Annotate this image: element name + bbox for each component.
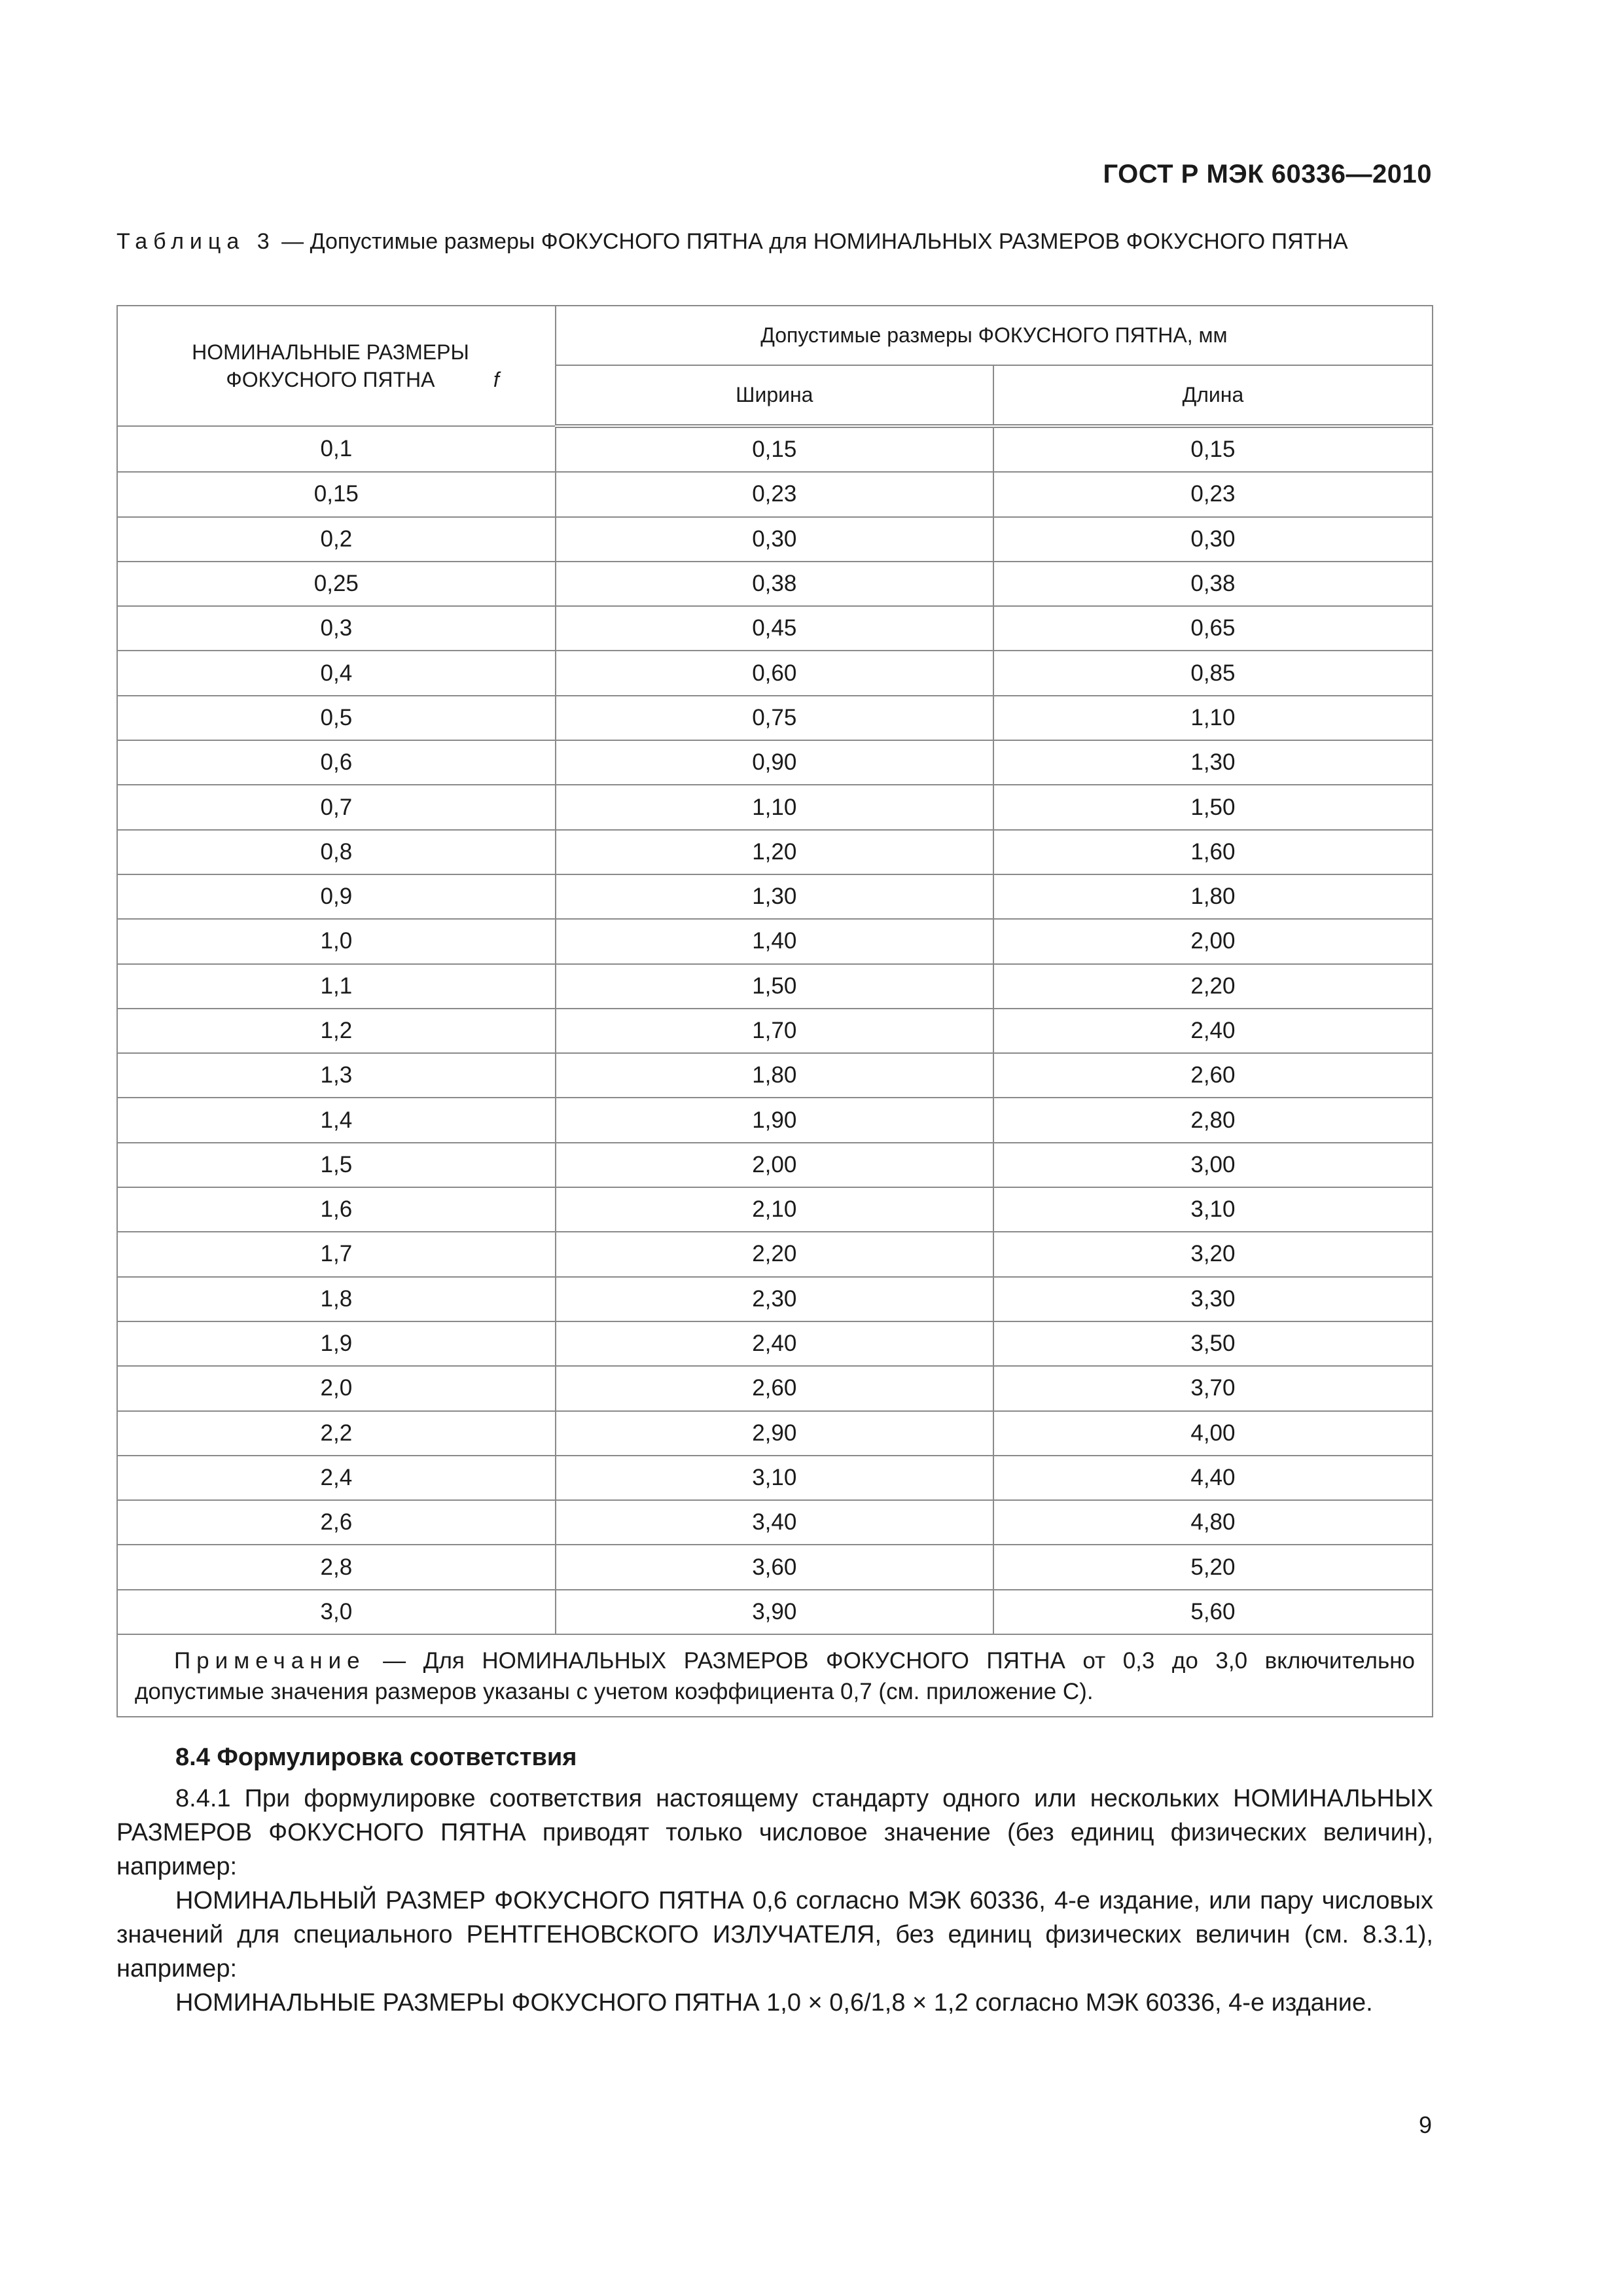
- nominal-size-cell: 0,2: [117, 517, 556, 562]
- paragraph-text: НОМИНАЛЬНЫЙ РАЗМЕР ФОКУСНОГО ПЯТНА 0,6 согласно МЭК 60336, 4-е издание, или пару числовых значений для специального РЕНТГЕНОВСКОГО ИЗЛУЧАТЕЛЯ, без единиц физических величин (см. 8.3.1), например:: [116, 1887, 1433, 1982]
- length-cell: 2,20: [993, 964, 1433, 1009]
- width-cell: 0,45: [556, 606, 993, 651]
- width-cell: 1,10: [556, 785, 993, 829]
- table-note-row: [117, 1634, 1433, 1717]
- length-cell: 3,50: [993, 1321, 1433, 1366]
- paragraph-text: НОМИНАЛЬНЫЕ РАЗМЕРЫ ФОКУСНОГО ПЯТНА 1,0 × 0,6/1,8 × 1,2 согласно МЭК 60336, 4-е издание.: [175, 1989, 1373, 2017]
- length-cell: 2,60: [993, 1053, 1433, 1098]
- nominal-size-cell: 2,4: [117, 1456, 556, 1500]
- paragraph-example-1: [116, 1884, 1433, 1986]
- width-cell: 1,90: [556, 1098, 993, 1142]
- width-cell: 1,80: [556, 1053, 993, 1098]
- width-cell: 1,40: [556, 919, 993, 963]
- table-row: [117, 1411, 1433, 1456]
- permissible-size-header: Допустимые размеры ФОКУСНОГО ПЯТНА, мм: [556, 306, 1433, 365]
- nominal-size-symbol: f: [493, 368, 499, 391]
- width-cell: 0,75: [556, 696, 993, 740]
- nominal-size-cell: 1,0: [117, 919, 556, 963]
- width-cell: 2,40: [556, 1321, 993, 1366]
- width-cell: 0,30: [556, 517, 993, 562]
- length-cell: 0,38: [993, 562, 1433, 606]
- width-cell: 2,90: [556, 1411, 993, 1456]
- table-row: [117, 1456, 1433, 1500]
- width-cell: 2,30: [556, 1277, 993, 1321]
- nominal-size-cell: 1,8: [117, 1277, 556, 1321]
- length-cell: 3,20: [993, 1232, 1433, 1276]
- table-caption-label: Таблица 3: [116, 229, 276, 254]
- width-cell: 2,00: [556, 1143, 993, 1187]
- nominal-size-header: [117, 306, 556, 426]
- table-row: [117, 1053, 1433, 1098]
- paragraph-8-4-1: [116, 1782, 1433, 1884]
- length-cell: 0,65: [993, 606, 1433, 651]
- length-cell: 1,30: [993, 740, 1433, 785]
- nominal-size-header-text: НОМИНАЛЬНЫЕ РАЗМЕРЫ ФОКУСНОГО ПЯТНА: [192, 340, 469, 391]
- table-row: [117, 1321, 1433, 1366]
- nominal-size-cell: 2,2: [117, 1411, 556, 1456]
- length-cell: 2,00: [993, 919, 1433, 963]
- table-row: [117, 785, 1433, 829]
- paragraph-example-2: [116, 1986, 1433, 2020]
- note-body: Для НОМИНАЛЬНЫХ РАЗМЕРОВ ФОКУСНОГО ПЯТНА от 0,3 до 3,0 включительно допустимые значения размеров указаны с учетом коэффициента 0,7 (см. приложение С).: [135, 1648, 1415, 1705]
- nominal-size-cell: 0,15: [117, 472, 556, 516]
- nominal-size-cell: 0,25: [117, 562, 556, 606]
- table-row: [117, 472, 1433, 516]
- width-cell: 1,50: [556, 964, 993, 1009]
- table-row: [117, 1500, 1433, 1545]
- width-cell: 2,60: [556, 1366, 993, 1410]
- length-cell: 3,10: [993, 1187, 1433, 1232]
- length-cell: 4,00: [993, 1411, 1433, 1456]
- standard-header: ГОСТ Р МЭК 60336—2010: [1103, 160, 1432, 188]
- width-cell: 0,15: [556, 426, 993, 472]
- length-cell: 1,10: [993, 696, 1433, 740]
- nominal-size-cell: 3,0: [117, 1590, 556, 1634]
- table-row: [117, 1545, 1433, 1589]
- width-header: Ширина: [556, 365, 993, 426]
- paragraph-text: 8.4.1 При формулировке соответствия настоящему стандарту одного или нескольких НОМИНАЛЬНЫХ РАЗМЕРОВ ФОКУСНОГО ПЯТНА приводят только числовое значение (без единиц физических величин), например:: [116, 1785, 1433, 1880]
- table-row: [117, 651, 1433, 695]
- table-row: [117, 830, 1433, 874]
- table-note-text: [135, 1645, 1415, 1707]
- width-cell: 0,90: [556, 740, 993, 785]
- length-cell: 1,60: [993, 830, 1433, 874]
- nominal-size-cell: 1,7: [117, 1232, 556, 1276]
- length-cell: 5,60: [993, 1590, 1433, 1634]
- nominal-size-cell: 1,9: [117, 1321, 556, 1366]
- width-cell: 1,20: [556, 830, 993, 874]
- nominal-size-cell: 0,8: [117, 830, 556, 874]
- length-cell: 4,40: [993, 1456, 1433, 1500]
- table-row: [117, 964, 1433, 1009]
- width-cell: 3,40: [556, 1500, 993, 1545]
- table-row: [117, 696, 1433, 740]
- length-cell: 4,80: [993, 1500, 1433, 1545]
- length-cell: 0,30: [993, 517, 1433, 562]
- table-body: [117, 426, 1433, 1634]
- length-cell: 2,40: [993, 1009, 1433, 1053]
- width-cell: 3,90: [556, 1590, 993, 1634]
- table-row: [117, 562, 1433, 606]
- length-cell: 3,70: [993, 1366, 1433, 1410]
- length-cell: 1,80: [993, 874, 1433, 919]
- table-row: [117, 1187, 1433, 1232]
- table-caption-text: Допустимые размеры ФОКУСНОГО ПЯТНА для НОМИНАЛЬНЫХ РАЗМЕРОВ ФОКУСНОГО ПЯТНА: [310, 229, 1348, 254]
- nominal-size-cell: 1,1: [117, 964, 556, 1009]
- table-row: [117, 919, 1433, 963]
- nominal-size-cell: 0,3: [117, 606, 556, 651]
- table-caption: [116, 226, 1432, 257]
- table-row: [117, 1098, 1433, 1142]
- width-cell: 0,38: [556, 562, 993, 606]
- width-cell: 1,30: [556, 874, 993, 919]
- table-header-row: [117, 306, 1433, 365]
- nominal-size-cell: 0,6: [117, 740, 556, 785]
- focal-spot-table: [116, 305, 1433, 1717]
- nominal-size-cell: 0,9: [117, 874, 556, 919]
- nominal-size-cell: 1,5: [117, 1143, 556, 1187]
- table-row: [117, 740, 1433, 785]
- table-row: [117, 1232, 1433, 1276]
- nominal-size-cell: 1,4: [117, 1098, 556, 1142]
- table-row: [117, 426, 1433, 472]
- length-header: Длина: [993, 365, 1433, 426]
- length-cell: 5,20: [993, 1545, 1433, 1589]
- table-caption-dash: —: [275, 229, 310, 254]
- length-cell: 0,23: [993, 472, 1433, 516]
- length-cell: 3,30: [993, 1277, 1433, 1321]
- width-cell: 1,70: [556, 1009, 993, 1053]
- nominal-size-cell: 2,0: [117, 1366, 556, 1410]
- nominal-size-cell: 0,7: [117, 785, 556, 829]
- note-label: Примечание: [174, 1648, 366, 1674]
- nominal-size-cell: 0,4: [117, 651, 556, 695]
- width-cell: 3,10: [556, 1456, 993, 1500]
- nominal-size-cell: 1,3: [117, 1053, 556, 1098]
- section-title: 8.4 Формулировка соответствия: [175, 1744, 577, 1771]
- nominal-size-cell: 2,6: [117, 1500, 556, 1545]
- width-cell: 0,60: [556, 651, 993, 695]
- nominal-size-cell: 1,2: [117, 1009, 556, 1053]
- width-cell: 2,20: [556, 1232, 993, 1276]
- table-row: [117, 1277, 1433, 1321]
- table-row: [117, 1590, 1433, 1634]
- page-number: 9: [1418, 2111, 1432, 2138]
- length-cell: 2,80: [993, 1098, 1433, 1142]
- table-row: [117, 1009, 1433, 1053]
- length-cell: 0,85: [993, 651, 1433, 695]
- length-cell: 0,15: [993, 426, 1433, 472]
- table-row: [117, 606, 1433, 651]
- table-row: [117, 1366, 1433, 1410]
- table-row: [117, 1143, 1433, 1187]
- nominal-size-cell: 0,5: [117, 696, 556, 740]
- nominal-size-cell: 1,6: [117, 1187, 556, 1232]
- table-row: [117, 517, 1433, 562]
- nominal-size-cell: 0,1: [117, 426, 556, 472]
- table-row: [117, 874, 1433, 919]
- width-cell: 2,10: [556, 1187, 993, 1232]
- length-cell: 3,00: [993, 1143, 1433, 1187]
- width-cell: 3,60: [556, 1545, 993, 1589]
- length-cell: 1,50: [993, 785, 1433, 829]
- nominal-size-cell: 2,8: [117, 1545, 556, 1589]
- note-dash: —: [365, 1648, 423, 1674]
- table-note: [117, 1634, 1433, 1717]
- width-cell: 0,23: [556, 472, 993, 516]
